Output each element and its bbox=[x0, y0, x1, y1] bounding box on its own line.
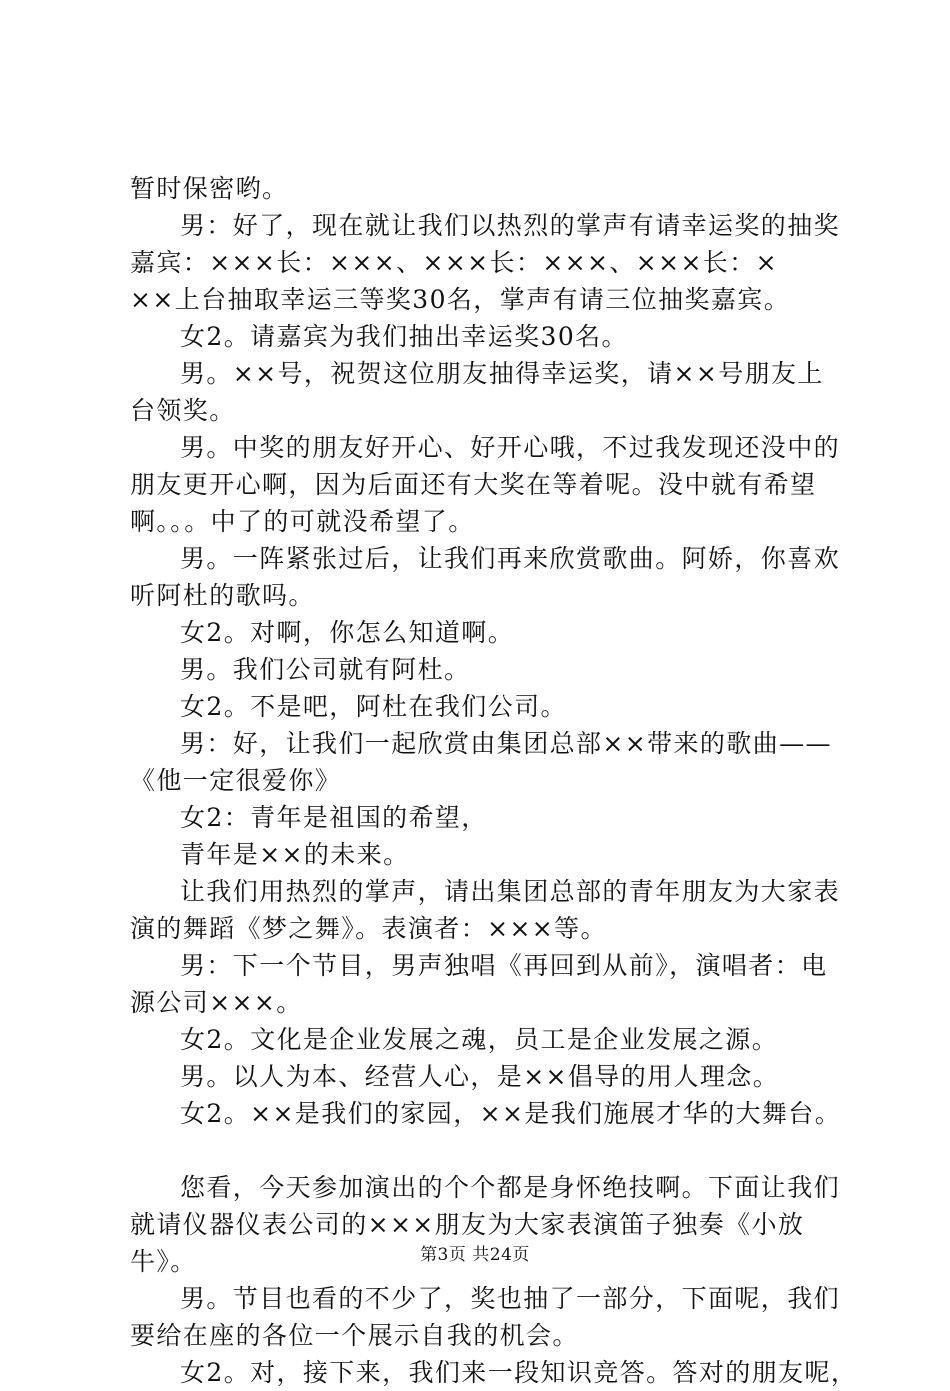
text-line: 女2。文化是企业发展之魂，员工是企业发展之源。 bbox=[180, 1025, 779, 1054]
text-line: 男：下一个节目，男声独唱《再回到从前》，演唱者：电 bbox=[180, 951, 828, 980]
text-line: 男。我们公司就有阿杜。 bbox=[180, 655, 471, 684]
text-line: 男：好，让我们一起欣赏由集团总部××带来的歌曲—— bbox=[180, 729, 832, 758]
text-line: 嘉宾：×××长：×××、×××长：×××、×××长：× bbox=[130, 248, 778, 277]
text-line: 女2。不是吧，阿杜在我们公司。 bbox=[180, 692, 567, 721]
text-line: 《他一定很爱你》 bbox=[130, 766, 342, 795]
page-number-footer: 第3页 共24页 bbox=[420, 1245, 530, 1265]
text-line: 男。中奖的朋友好开心、好开心哦，不过我发现还没中的 bbox=[180, 433, 841, 462]
text-line: 啊。。。中了的可就没希望了。 bbox=[130, 507, 475, 536]
text-line: 演的舞蹈《梦之舞》。表演者：×××等。 bbox=[130, 914, 607, 943]
text-line: 让我们用热烈的掌声，请出集团总部的青年朋友为大家表 bbox=[180, 877, 841, 906]
text-line: 女2。对啊，你怎么知道啊。 bbox=[180, 618, 515, 647]
text-line: 暂时保密哟。 bbox=[130, 174, 289, 203]
text-line: ××上台抽取幸运三等奖30名，掌声有请三位抽奖嘉宾。 bbox=[130, 285, 791, 314]
text-line: 女2。请嘉宾为我们抽出幸运奖30名。 bbox=[180, 322, 628, 351]
text-line: 台领奖。 bbox=[130, 396, 236, 425]
text-line: 男：好了，现在就让我们以热烈的掌声有请幸运奖的抽奖 bbox=[180, 211, 841, 240]
text-line: 男。节目也看的不少了，奖也抽了一部分，下面呢，我们 bbox=[180, 1284, 841, 1313]
blank-line bbox=[130, 1132, 840, 1169]
text-line: 源公司×××。 bbox=[130, 988, 303, 1017]
text-line: 女2。对，接下来，我们来一段知识竞答。答对的朋友呢， bbox=[180, 1358, 858, 1387]
text-line: 青年是××的未来。 bbox=[180, 840, 410, 869]
text-line: 男。以人为本、经营人心，是××倡导的用人理念。 bbox=[180, 1062, 780, 1091]
text-line: 女2。××是我们的家园，××是我们施展才华的大舞台。 bbox=[180, 1099, 842, 1128]
document-body bbox=[130, 170, 858, 1391]
text-line: 要给在座的各位一个展示自我的机会。 bbox=[130, 1321, 579, 1350]
text-line: 您看，今天参加演出的个个都是身怀绝技啊。下面让我们 bbox=[180, 1173, 841, 1202]
text-line: 朋友更开心啊，因为后面还有大奖在等着呢。没中就有希望 bbox=[130, 470, 817, 499]
text-line: 听阿杜的歌吗。 bbox=[130, 581, 315, 610]
text-line: 就请仪器仪表公司的×××朋友为大家表演笛子独奏《小放 bbox=[130, 1210, 805, 1239]
text-line: 女2：青年是祖国的希望， bbox=[180, 803, 488, 832]
text-line: 男。一阵紧张过后，让我们再来欣赏歌曲。阿娇，你喜欢 bbox=[180, 544, 841, 573]
text-line: 牛》。 bbox=[130, 1247, 197, 1276]
text-line: 男。××号，祝贺这位朋友抽得幸运奖，请××号朋友上 bbox=[180, 359, 824, 388]
